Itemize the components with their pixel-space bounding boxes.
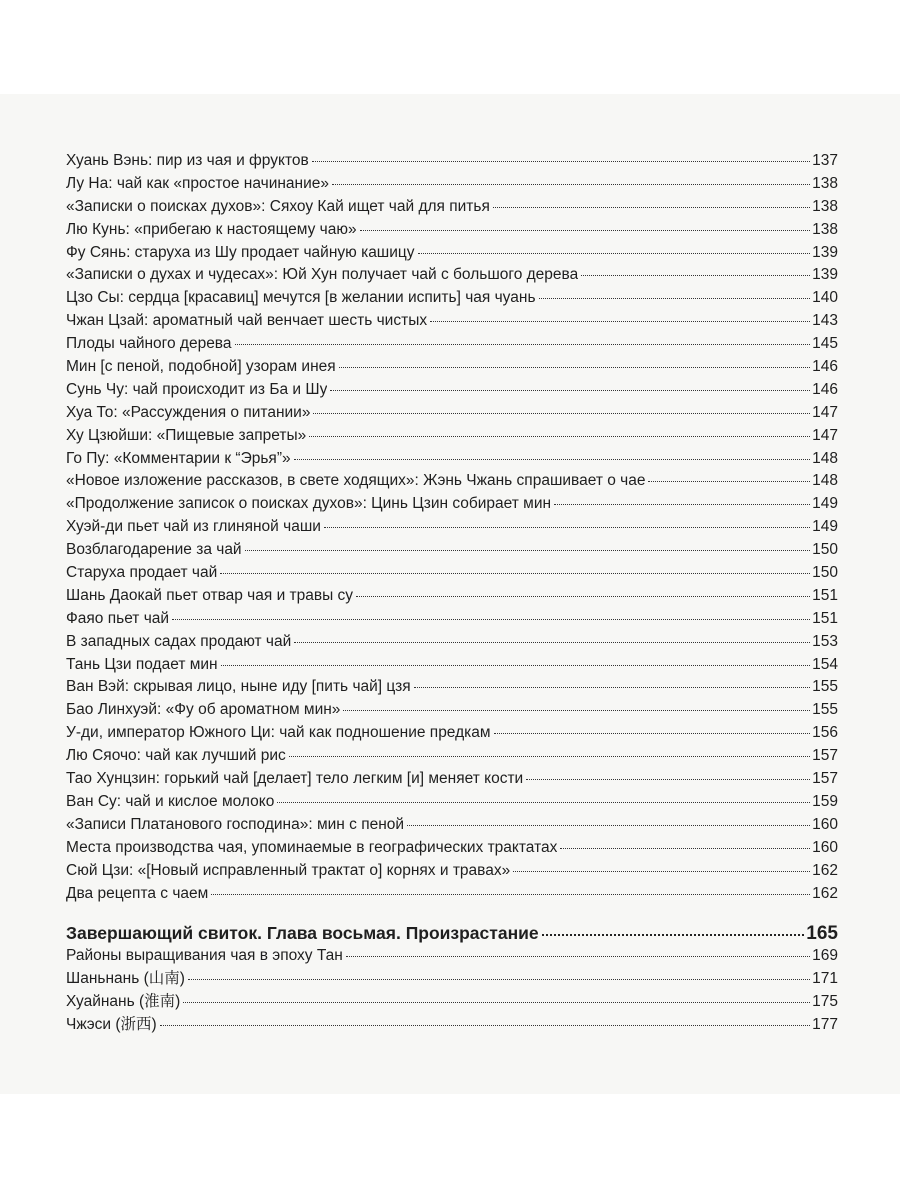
toc-entry-page-number: 155 xyxy=(812,701,838,719)
dot-leader xyxy=(513,871,810,872)
toc-entry-title: У-ди, император Южного Ци: чай как подношение предкам xyxy=(66,724,491,742)
toc-entry[interactable] xyxy=(66,333,838,356)
toc-entry-title: Фаяо пьет чай xyxy=(66,609,170,627)
toc-entry-page-number: 154 xyxy=(812,655,838,673)
toc-entry[interactable] xyxy=(66,791,838,814)
toc-entry-page-number: 138 xyxy=(812,197,838,215)
toc-entry-title: Плоды чайного дерева xyxy=(66,335,232,353)
toc-entry[interactable] xyxy=(66,814,838,837)
dot-leader xyxy=(526,779,810,780)
dot-leader xyxy=(324,527,810,528)
dot-leader xyxy=(339,367,810,368)
dot-leader xyxy=(418,253,811,254)
toc-entry-title: «Записки о духах и чудесах»: Юй Хун получает чай с большого дерева xyxy=(66,266,579,284)
toc-entry-page-number: 162 xyxy=(812,861,838,879)
toc-entry-page-number: 150 xyxy=(812,564,838,582)
dot-leader xyxy=(332,184,810,185)
toc-entry-title: Хуа То: «Рассуждения о питании» xyxy=(66,403,311,421)
toc-entry[interactable] xyxy=(66,242,838,265)
dot-leader xyxy=(294,642,810,643)
toc-entry-page-number: 177 xyxy=(812,1016,838,1034)
dot-leader xyxy=(494,733,811,734)
toc-entry[interactable] xyxy=(66,402,838,425)
toc-entry-page-number: 148 xyxy=(812,472,838,490)
dot-leader xyxy=(221,665,811,666)
toc-entry-title: Мин [с пеной, подобной] узорам инея xyxy=(66,358,336,376)
toc-entry-page-number: 147 xyxy=(812,426,838,444)
dot-leader xyxy=(539,298,811,299)
toc-entry-title: Старуха продает чай xyxy=(66,564,218,582)
toc-entry[interactable] xyxy=(66,860,838,883)
toc-entry[interactable] xyxy=(66,425,838,448)
dot-leader xyxy=(554,504,810,505)
toc-entry-title: Два рецепта с чаем xyxy=(66,884,209,902)
toc-entry-page-number: 151 xyxy=(812,609,838,627)
toc-entry[interactable] xyxy=(66,264,838,287)
toc-entry-title: Тань Цзи подает мин xyxy=(66,655,218,673)
toc-entry-title: «Продолжение записок о поисках духов»: Цинь Цзин собирает мин xyxy=(66,495,552,513)
toc-entry[interactable] xyxy=(66,1014,838,1037)
toc-entry-title: Хуайнань (淮南) xyxy=(66,993,181,1011)
toc-entry[interactable] xyxy=(66,470,838,493)
dot-leader xyxy=(211,894,810,895)
toc-entry[interactable] xyxy=(66,356,838,379)
dot-leader xyxy=(277,802,810,803)
toc-entry-page-number: 157 xyxy=(812,747,838,765)
toc-section xyxy=(66,921,838,1037)
toc-entry[interactable] xyxy=(66,699,838,722)
table-of-contents xyxy=(66,150,838,1037)
dot-leader xyxy=(294,459,811,460)
dot-leader xyxy=(356,596,810,597)
section-heading[interactable] xyxy=(66,921,838,945)
toc-entry-title: Лю Сяочо: чай как лучший рис xyxy=(66,747,286,765)
toc-entry-page-number: 160 xyxy=(812,838,838,856)
toc-entry-title: Шаньнань (山南) xyxy=(66,970,185,988)
toc-entry[interactable] xyxy=(66,562,838,585)
toc-entry-title: Шань Даокай пьет отвар чая и травы су xyxy=(66,586,354,604)
toc-entry[interactable] xyxy=(66,448,838,471)
dot-leader xyxy=(560,848,810,849)
toc-entry-title: Сюй Цзи: «[Новый исправленный трактат о] корнях и травах» xyxy=(66,861,511,879)
dot-leader xyxy=(313,413,810,414)
toc-entry-page-number: 148 xyxy=(812,449,838,467)
dot-leader xyxy=(493,207,810,208)
toc-entry-title: Го Пу: «Комментарии к “Эрья”» xyxy=(66,449,291,467)
toc-entry-page-number: 149 xyxy=(812,518,838,536)
toc-entry-page-number: 149 xyxy=(812,495,838,513)
toc-entries xyxy=(66,150,838,905)
dot-leader xyxy=(245,550,811,551)
dot-leader xyxy=(330,390,810,391)
toc-entry-page-number: 156 xyxy=(812,724,838,742)
toc-entry[interactable] xyxy=(66,287,838,310)
toc-entry-title: Лу На: чай как «простое начинание» xyxy=(66,174,330,192)
toc-entry-page-number: 145 xyxy=(812,335,838,353)
toc-entry[interactable] xyxy=(66,150,838,173)
toc-entry-title: Хуань Вэнь: пир из чая и фруктов xyxy=(66,152,309,169)
section-page-number: 165 xyxy=(806,923,838,945)
toc-entry-page-number: 157 xyxy=(812,770,838,788)
dot-leader xyxy=(430,321,810,322)
toc-entry[interactable] xyxy=(66,219,838,242)
toc-entry-page-number: 159 xyxy=(812,792,838,810)
toc-entry-title: Фу Сянь: старуха из Шу продает чайную кашицу xyxy=(66,243,415,261)
dot-leader xyxy=(648,481,810,482)
dot-leader xyxy=(312,161,810,162)
toc-entry-page-number: 139 xyxy=(812,266,838,284)
toc-entry[interactable] xyxy=(66,631,838,654)
toc-entry[interactable] xyxy=(66,945,838,968)
dot-leader xyxy=(581,275,810,276)
toc-entry[interactable] xyxy=(66,837,838,860)
toc-entry-page-number: 146 xyxy=(812,358,838,376)
toc-entry[interactable] xyxy=(66,883,838,906)
toc-entry-page-number: 150 xyxy=(812,541,838,559)
toc-entry[interactable] xyxy=(66,585,838,608)
dot-leader xyxy=(160,1025,810,1026)
toc-entry-title: Бао Линхуэй: «Фу об ароматном мин» xyxy=(66,701,341,719)
toc-entry-page-number: 155 xyxy=(812,678,838,696)
dot-leader xyxy=(407,825,810,826)
toc-entry[interactable] xyxy=(66,516,838,539)
toc-entry-title: Районы выращивания чая в эпоху Тан xyxy=(66,947,343,965)
toc-entry[interactable] xyxy=(66,196,838,219)
toc-entry-page-number: 169 xyxy=(812,947,838,965)
toc-entry-page-number: 140 xyxy=(812,289,838,307)
dot-leader xyxy=(235,344,811,345)
toc-entry-title: Тао Хунцзин: горький чай [делает] тело легким [и] меняет кости xyxy=(66,770,524,788)
dot-leader xyxy=(360,230,811,231)
toc-entry-title: Возблагодарение за чай xyxy=(66,541,242,559)
toc-entry-title: Сунь Чу: чай происходит из Ба и Шу xyxy=(66,380,328,398)
dot-leader xyxy=(172,619,810,620)
toc-entry[interactable] xyxy=(66,676,838,699)
toc-entry-page-number: 162 xyxy=(812,884,838,902)
dot-leader xyxy=(188,979,810,980)
toc-entry-title: В западных садах продают чай xyxy=(66,632,292,650)
toc-entry-title: «Записи Платанового господина»: мин с пеной xyxy=(66,815,405,833)
toc-entry-page-number: 171 xyxy=(812,970,838,988)
toc-entry-page-number: 160 xyxy=(812,815,838,833)
toc-entry[interactable] xyxy=(66,173,838,196)
dot-leader xyxy=(542,934,805,936)
toc-entry-page-number: 147 xyxy=(812,403,838,421)
toc-entry-page-number: 137 xyxy=(812,152,838,169)
dot-leader xyxy=(183,1002,810,1003)
dot-leader xyxy=(220,573,810,574)
toc-entry-title: Ван Вэй: скрывая лицо, ныне иду [пить чай] цзя xyxy=(66,678,411,696)
toc-entry-title: Чжан Цзай: ароматный чай венчает шесть чистых xyxy=(66,312,428,330)
dot-leader xyxy=(289,756,810,757)
toc-entry-title: Чжэси (浙西) xyxy=(66,1016,157,1034)
toc-entry-page-number: 146 xyxy=(812,380,838,398)
dot-leader xyxy=(346,956,810,957)
toc-entry-page-number: 139 xyxy=(812,243,838,261)
toc-entry[interactable] xyxy=(66,745,838,768)
toc-entry[interactable] xyxy=(66,768,838,791)
toc-entry-title: Цзо Сы: сердца [красавиц] мечутся [в желании испить] чая чуань xyxy=(66,289,536,307)
dot-leader xyxy=(414,687,811,688)
toc-entry[interactable] xyxy=(66,722,838,745)
toc-entry-page-number: 151 xyxy=(812,586,838,604)
toc-entry-title: «Новое изложение рассказов, в свете ходящих»: Жэнь Чжань спрашивает о чае xyxy=(66,472,646,490)
toc-entry-page-number: 143 xyxy=(812,312,838,330)
toc-entry[interactable] xyxy=(66,379,838,402)
toc-entry-title: Хуэй-ди пьет чай из глиняной чаши xyxy=(66,518,321,536)
toc-entry-title: Ван Су: чай и кислое молоко xyxy=(66,792,275,810)
toc-entry[interactable] xyxy=(66,608,838,631)
toc-entry-page-number: 138 xyxy=(812,220,838,238)
toc-entry[interactable] xyxy=(66,654,838,677)
section-title: Завершающий свиток. Глава восьмая. Произрастание xyxy=(66,923,539,944)
dot-leader xyxy=(343,710,810,711)
toc-entry-title: «Записки о поисках духов»: Сяхоу Кай ищет чай для питья xyxy=(66,197,490,215)
toc-entry[interactable] xyxy=(66,493,838,516)
toc-entry-page-number: 175 xyxy=(812,993,838,1011)
toc-entry-page-number: 138 xyxy=(812,174,838,192)
toc-entry[interactable] xyxy=(66,539,838,562)
toc-entry[interactable] xyxy=(66,991,838,1014)
section-entries xyxy=(66,945,838,1037)
toc-entry-page-number: 153 xyxy=(812,632,838,650)
dot-leader xyxy=(309,436,810,437)
toc-entry[interactable] xyxy=(66,310,838,333)
toc-entry[interactable] xyxy=(66,968,838,991)
toc-entry-title: Лю Кунь: «прибегаю к настоящему чаю» xyxy=(66,220,357,238)
toc-entry-title: Ху Цзюйши: «Пищевые запреты» xyxy=(66,426,307,444)
toc-entry-title: Места производства чая, упоминаемые в географических трактатах xyxy=(66,838,558,856)
